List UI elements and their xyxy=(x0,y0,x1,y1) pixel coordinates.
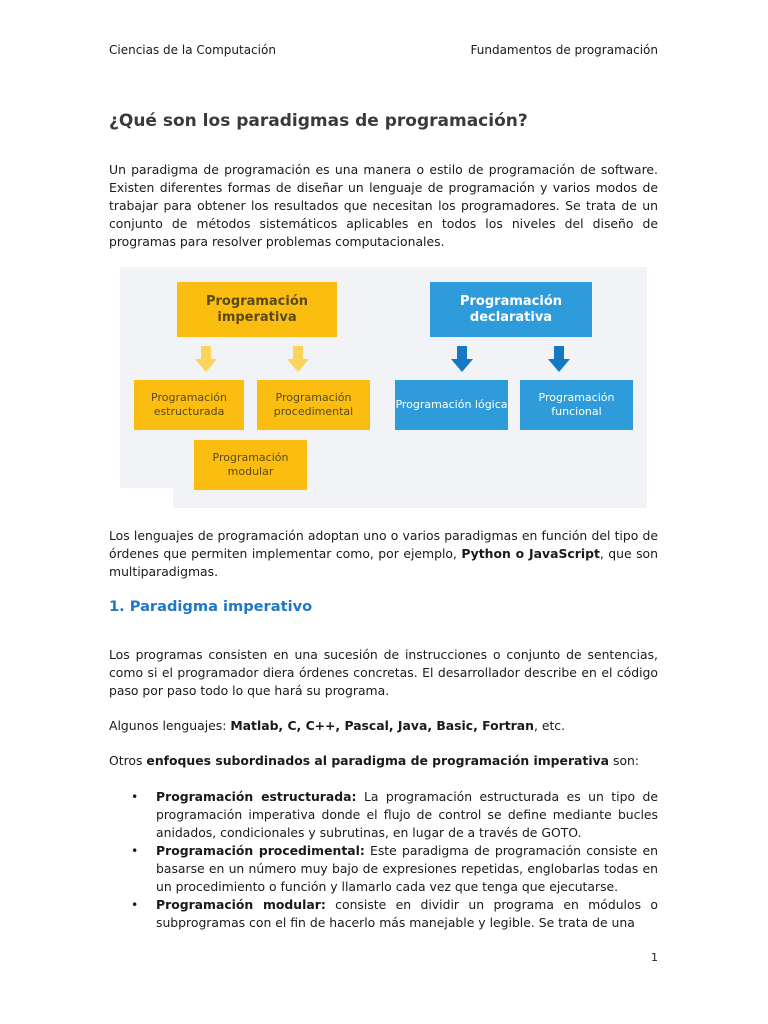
imperative-description: Los programas consisten en una sucesión de instrucciones o conjunto de sentencias, como si el programador diera órdenes concretas. El desarrollador describe en el código paso por paso todo lo que hará su programa. xyxy=(109,647,658,698)
section-heading-imperative: 1. Paradigma imperativo xyxy=(109,598,313,615)
list-item: • Programación modular: consiste en dividir un programa en módulos o subprogramas con el fin de hacerlo más manejable y legible. Se trata de una xyxy=(131,897,658,930)
modular-box: Programación modular xyxy=(194,440,307,490)
list-item: • Programación estructurada: La programación estructurada es un tipo de programación imperativa donde el flujo de control se define mediante bucles anidados, condicionales y subrutinas, en lugar de a través de GOTO. xyxy=(131,789,658,840)
subordinate-approaches-intro: Otros enfoques subordinados al paradigma de programación imperativa son: xyxy=(109,753,640,768)
languages-paragraph: Los lenguajes de programación adoptan uno o varios paradigmas en función del tipo de órdenes que permiten implementar como, por ejemplo, Python o JavaScript, que son multiparadigmas. xyxy=(109,528,658,579)
procedural-box: Programación procedimental xyxy=(257,380,370,430)
structured-box: Programación estructurada xyxy=(134,380,244,430)
arrow-down-icon xyxy=(287,346,309,372)
list-item: • Programación procedimental: Este paradigma de programación consiste en basarse en un número muy bajo de expresiones repetidas, englobarlas todas en un procedimiento o función y llamarlo cada vez que tenga que ejecutarse. xyxy=(131,843,658,894)
declarative-box: Programación declarativa xyxy=(430,282,592,337)
intro-paragraph: Un paradigma de programación es una manera o estilo de programación de software. Existen diferentes formas de diseñar un lenguaje de programación y varios modos de trabajar para obtener los resultados que necesitan los programadores. Se trata de un conjunto de métodos sistemáticos aplicables en todos los niveles del diseño de programas para resolver problemas computacionales. xyxy=(109,162,658,249)
header-subject: Fundamentos de programación xyxy=(470,43,658,57)
imperative-languages: Algunos lenguajes: Matlab, C, C++, Pascal, Java, Basic, Fortran, etc. xyxy=(109,718,566,733)
imperative-box: Programación imperativa xyxy=(177,282,337,337)
arrow-down-icon xyxy=(195,346,217,372)
logic-box: Programación lógica xyxy=(395,380,508,430)
arrow-down-icon xyxy=(548,346,570,372)
paradigms-diagram xyxy=(120,267,647,508)
page-title: ¿Qué son los paradigmas de programación? xyxy=(109,111,528,131)
approaches-list xyxy=(109,788,658,932)
functional-box: Programación funcional xyxy=(520,380,633,430)
arrow-down-icon xyxy=(451,346,473,372)
header-course: Ciencias de la Computación xyxy=(109,43,276,57)
page-number: 1 xyxy=(651,951,658,964)
